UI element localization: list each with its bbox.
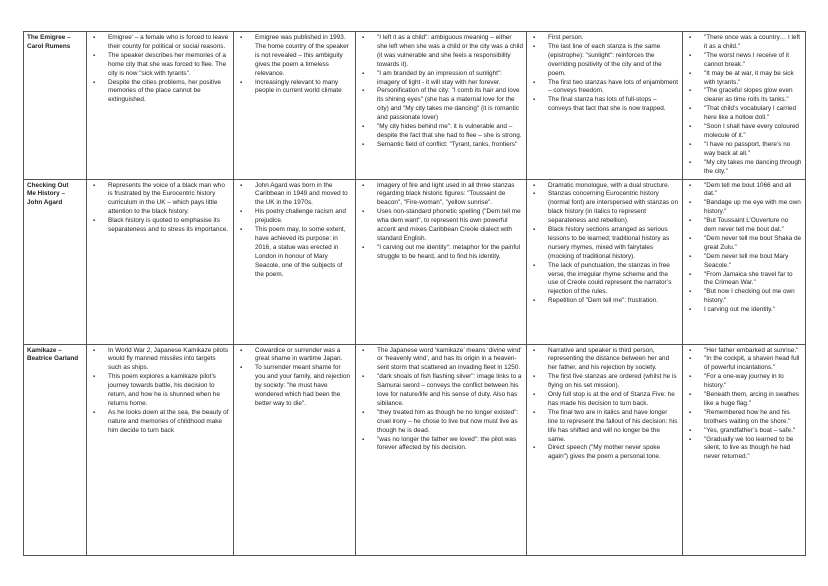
bullet-item: ▪ "The graceful slopes glow even clearer as time rolls its tanks." bbox=[686, 87, 802, 105]
bullet-item: ▪ Personification of the city: "I comb its hair and love its shining eyes" (she has a maternal love for the city) and "My city takes me dancing" (it is romantic and passionate lover) bbox=[359, 87, 523, 123]
bullet-item: ▪ Imagery of fire and light used in all three stanzas regarding black historic figures: "Toussaint de beacon", "Fire-woman", "yellow sunrise". bbox=[359, 182, 523, 209]
poem-title-line: Kamikaze – bbox=[27, 346, 62, 354]
bullet-item: ▪ "Bandage up me eye with me own history." bbox=[686, 199, 802, 217]
bullet-item: ▪ "I left it as a child": ambiguous meaning – either she left when she was a child or the city was a child (it was vulnerable and she feels a responsibility towards it). bbox=[359, 34, 523, 70]
bullet-list bbox=[686, 34, 802, 177]
table-row bbox=[24, 344, 806, 555]
bullet-list bbox=[237, 34, 352, 96]
bullet-item: ▪ First person. bbox=[530, 34, 679, 43]
bullet-item: ▪ "It may be at war, it may be sick with tyrants." bbox=[686, 70, 802, 88]
bullet-item: ▪ Narrative and speaker is third person, representing the distance between her and her father, and his rejection by society. bbox=[530, 347, 679, 374]
bullet-item: ▪ "they treated him as though he no longer existed": cruel irony – he chose to live but now must live as though he is dead. bbox=[359, 409, 523, 436]
bullet-item: ▪ Emigree’ – a female who is forced to leave their county for political or social reasons. bbox=[90, 34, 230, 52]
bullet-item: ▪ "For a one-way journey in to history." bbox=[686, 373, 802, 391]
bullet-item: ▪ "Gradually we too learned to be silent, to live as though he had never returned." bbox=[686, 436, 802, 463]
bullet-item: ▪ The first two stanzas have lots of enjambment – conveys freedom. bbox=[530, 79, 679, 97]
bullet-list bbox=[530, 182, 679, 307]
bullet-item: ▪ Despite the cities problems, her positive memories of the place cannot be extinguished. bbox=[90, 79, 230, 106]
bullet-item: ▪ "Dem tell me bout 1066 and all dat." bbox=[686, 182, 802, 200]
bullet-item: ▪ This poem explores a kamikaze pilot’s journey towards battle, his decision to return, and how he is shunned when he returns home. bbox=[90, 373, 230, 409]
context-cell bbox=[87, 344, 234, 555]
bullet-item: ▪ "Yes, grandfather’s boat – safe." bbox=[686, 427, 802, 436]
bullet-item: ▪ "I carving out me identity": metaphor for the painful struggle to be heard, and to find his identity. bbox=[359, 244, 523, 262]
structure-cell bbox=[527, 179, 683, 344]
bullet-item: ▪ The Japanese word ‘kamikaze’ means ‘divine wind’ or ‘heavenly wind’, and has its origin in a heaven-sent storm that scattered an invading fleet in 1250. bbox=[359, 347, 523, 374]
bullet-item: ▪ The speaker describes her memories of a home city that she was forced to flee. The city is now "sick with tyrants". bbox=[90, 52, 230, 79]
poem-title-line: John Agard bbox=[27, 199, 63, 207]
bullet-item: ▪ In World War 2, Japanese Kamikaze pilots would fly manned missiles into targets such as ships. bbox=[90, 347, 230, 374]
structure-cell bbox=[527, 32, 683, 180]
bullet-list bbox=[90, 182, 230, 235]
poem-title-cell bbox=[24, 32, 87, 180]
bullet-item: ▪ "But Toussaint L’Ouverture no dem never tell me bout dat." bbox=[686, 217, 802, 235]
bullet-item: ▪ Dramatic monologue, with a dual structure. bbox=[530, 182, 679, 191]
context-cell bbox=[87, 179, 234, 344]
background-cell bbox=[234, 179, 356, 344]
bullet-item: ▪ "Beneath them, arcing in swathes like a huge flag." bbox=[686, 391, 802, 409]
bullet-list bbox=[359, 182, 523, 262]
bullet-item: ▪ This poem may, to some extent, have achieved its purpose: in 2016, a statue was erected in London in honour of Mary Seacole, one of the subjects of the poem. bbox=[237, 226, 352, 279]
bullet-item: ▪ "There once was a country… I left it as a child." bbox=[686, 34, 802, 52]
quotes-cell bbox=[683, 344, 806, 555]
bullet-item: ▪ The first five stanzas are ordered (whilst he is flying on his set mission). bbox=[530, 373, 679, 391]
poem-title-cell bbox=[24, 344, 87, 555]
poetry-comparison-table bbox=[23, 31, 806, 556]
poem-title-cell bbox=[24, 179, 87, 344]
poem-title-line: Beatrice Garland bbox=[27, 355, 79, 363]
poem-title-line: Carol Rumens bbox=[27, 42, 71, 50]
bullet-item: ▪ "I am branded by an impression of sunlight": imagery of light - it will stay with her forever. bbox=[359, 70, 523, 88]
bullet-item: ▪ "Dem never tell me bout Shaka de great Zulu." bbox=[686, 235, 802, 253]
bullet-item: ▪ "I have no passport, there’s no way back at all." bbox=[686, 141, 802, 159]
bullet-list bbox=[530, 347, 679, 463]
bullet-item: ▪ As he looks down at the sea, the beauty of nature and memories of childhood make him decide to turn back bbox=[90, 409, 230, 436]
bullet-item: ▪ "The worst news I receive of it cannot break." bbox=[686, 52, 802, 70]
bullet-item: ▪ Cowardice or surrender was a great shame in wartime Japan. bbox=[237, 347, 352, 365]
language-cell bbox=[356, 179, 527, 344]
bullet-item: ▪ "From Jamaica she travel far to the Crimean War." bbox=[686, 271, 802, 289]
bullet-list bbox=[686, 182, 802, 316]
quotes-cell bbox=[683, 32, 806, 180]
bullet-list bbox=[90, 347, 230, 436]
background-cell bbox=[234, 344, 356, 555]
bullet-item: ▪ Uses non-standard phonetic spelling ("Dem tell me wha dem want", to represent his own powerful accent and mixes Caribbean Creole dialect with standard English. bbox=[359, 208, 523, 244]
language-cell bbox=[356, 344, 527, 555]
bullet-item: ▪ "dark shoals of fish flashing silver": image links to a Samurai sword – conveys the conflict between his love for nature/life and his sense of duty. Also has sibilance. bbox=[359, 373, 523, 409]
bullet-item: ▪ "In the cockpit, a shaven head full of powerful incantations." bbox=[686, 355, 802, 373]
bullet-item: ▪ "But now I checking out me own history." bbox=[686, 288, 802, 306]
bullet-item: ▪ His poetry challenge racism and prejudice. bbox=[237, 208, 352, 226]
bullet-item: ▪ The lack of punctuation, the stanzas in free verse, the irregular rhyme scheme and the use of Creole could represent the narrator’s rejection of the rules. bbox=[530, 262, 679, 298]
bullet-list bbox=[530, 34, 679, 114]
bullet-item: ▪ "My city hides behind me": it is vulnerable and – despite the fact that she had to flee – she is strong. bbox=[359, 123, 523, 141]
bullet-item: ▪ Represents the voice of a black man who is frustrated by the Eurocentric history curriculum in the UK – which pays little attention to the black history. bbox=[90, 182, 230, 218]
background-cell bbox=[234, 32, 356, 180]
bullet-item: ▪ Only full stop is at the end of Stanza Five: he has made his decision to turn back. bbox=[530, 391, 679, 409]
bullet-item: ▪ "That child’s vocabulary I carried here like a hollow doll." bbox=[686, 105, 802, 123]
bullet-item: ▪ To surrender meant shame for you and your family, and rejection by society: "he must have wondered which had been the better way to die". bbox=[237, 364, 352, 409]
bullet-item: ▪ The last line of each stanza is the same (epistrophe): "sunlight": reinforces the overriding positivity of the city and of the poem. bbox=[530, 43, 679, 79]
bullet-list bbox=[237, 347, 352, 409]
bullet-item: ▪ Repetition of "Dem tell me": frustration. bbox=[530, 297, 679, 306]
bullet-item: ▪ Direct speech ("My mother never spoke again") gives the poem a personal tone. bbox=[530, 444, 679, 462]
context-cell bbox=[87, 32, 234, 180]
table-body bbox=[24, 32, 806, 556]
bullet-item: ▪ "Dem never tell me bout Mary Seacole." bbox=[686, 253, 802, 271]
bullet-item: ▪ "Her father embarked at sunrise." bbox=[686, 347, 802, 356]
bullet-list bbox=[686, 347, 802, 463]
bullet-list bbox=[359, 34, 523, 150]
bullet-item: ▪ "was no longer the father we loved": the pilot was forever affected by his decision. bbox=[359, 436, 523, 454]
bullet-item: ▪ "My city takes me dancing through the city." bbox=[686, 159, 802, 177]
bullet-item: ▪ Increasingly relevant to many people in current world climate bbox=[237, 79, 352, 97]
poem-title-line: The Emigree – bbox=[27, 34, 71, 41]
table-row bbox=[24, 179, 806, 344]
bullet-list bbox=[359, 347, 523, 454]
poem-title-line: Me History – bbox=[27, 190, 66, 198]
bullet-list bbox=[237, 182, 352, 280]
bullet-item: ▪ Black history sections arranged as serious lessons to be learned; traditional history as nursery rhymes, mixed with fairytales (mocking of traditional history). bbox=[530, 226, 679, 262]
bullet-list bbox=[90, 34, 230, 105]
bullet-item: ▪ The final two are in italics and have longer line to represent the fallout of his decision: his life has shifted and will no longer be the same. bbox=[530, 409, 679, 445]
bullet-item: ▪ "Soon I shall have every coloured molecule of it." bbox=[686, 123, 802, 141]
quotes-cell bbox=[683, 179, 806, 344]
bullet-item: ▪ John Agard was born in the Caribbean in 1949 and moved to the UK in the 1970s. bbox=[237, 182, 352, 209]
bullet-item: ▪ Black history is quoted to emphasise its separateness and to stress its importance. bbox=[90, 217, 230, 235]
structure-cell bbox=[527, 344, 683, 555]
bullet-item: ▪ Emigree was published in 1993. The home country of the speaker is not revealed – this ambiguity gives the poem a timeless relevance. bbox=[237, 34, 352, 79]
bullet-item: ▪ Semantic field of conflict: "Tyrant, tanks, frontiers" bbox=[359, 141, 523, 150]
bullet-item: ▪ Stanzas concerning Eurocentric history (normal font) are interspersed with stanzas on black history (in italics to represent separateness and rebellion). bbox=[530, 190, 679, 226]
bullet-item: ▪ "Remembered how he and his brothers waiting on the shore." bbox=[686, 409, 802, 427]
poem-title-line: Checking Out bbox=[27, 181, 69, 189]
table-row bbox=[24, 32, 806, 180]
bullet-item: ▪ The final stanza has lots of full-stops – conveys that fact that she is now trapped. bbox=[530, 96, 679, 114]
bullet-item: ▪ I carving out me identity." bbox=[686, 306, 802, 315]
language-cell bbox=[356, 32, 527, 180]
